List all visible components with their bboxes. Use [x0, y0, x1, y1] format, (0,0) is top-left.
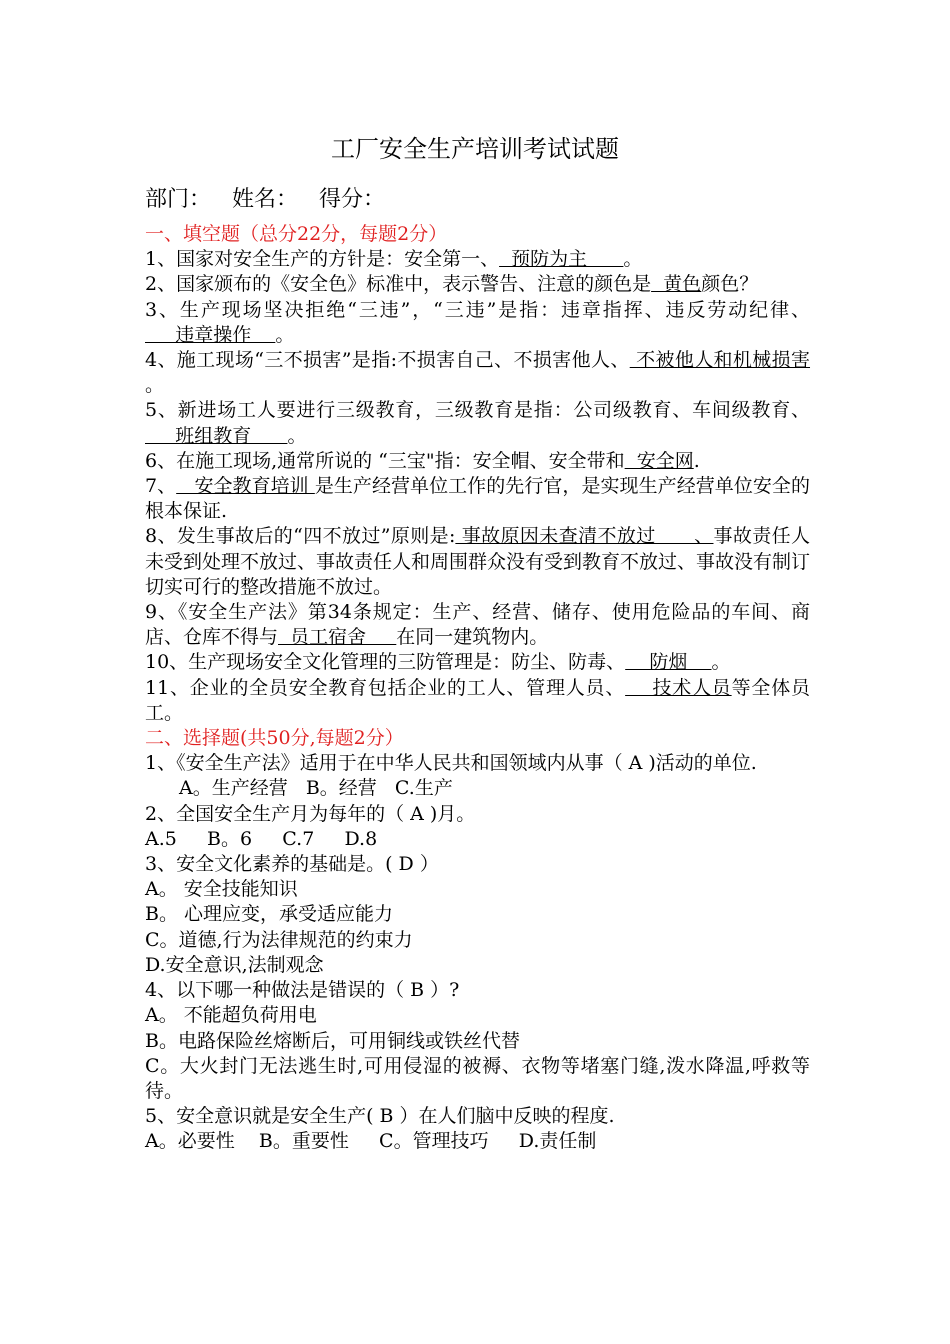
answer-blank: 事故原因未查清不放过 、: [455, 525, 714, 548]
question-2: 2、国家颁布的《安全色》标准中，表示警告、注意的颜色是 黄色颜色？: [145, 273, 759, 296]
choice-options: B。 心理应变，承受适应能力: [145, 903, 394, 926]
section-heading-fill-blank: 一、填空题（总分22分，每题2分）: [145, 223, 448, 245]
choice-options: C。道德,行为法律规范的约束力: [145, 928, 413, 951]
choice-options: A。 不能超负荷用电: [145, 1004, 317, 1027]
question-10: 10、生产现场安全文化管理的三防管理是：防尘、防毒、 防烟 。: [145, 651, 731, 674]
answer-blank: 预防为主: [499, 248, 624, 271]
choice-line: 1、《安全生产法》适用于在中华人民共和国领域内从事（ A )活动的单位.: [145, 752, 757, 775]
name-label: 姓名：: [232, 187, 299, 212]
choice-line: 4、以下哪一种做法是错误的（ B ）?: [145, 979, 460, 1002]
answer-blank: 安全网: [624, 449, 694, 472]
choice-options: B。电路保险丝熔断后，可用铜线或铁丝代替: [145, 1029, 520, 1052]
question-1: 1、国家对安全生产的方针是：安全第一、 预防为主 。: [145, 248, 643, 271]
choice-options: A。 安全技能知识: [145, 878, 298, 901]
choice-options: A。必要性 B。重要性 C。管理技巧 D.责任制: [145, 1130, 597, 1153]
choice-options: C。大火封门无法逃生时,可用侵湿的被褥、衣物等堵塞门缝,泼水降温,呼救等待。: [145, 1054, 810, 1102]
score-label: 得分：: [319, 187, 386, 212]
choice-options: A.5 B。6 C.7 D.8: [145, 827, 378, 850]
page-title: 工厂安全生产培训考试试题: [331, 135, 619, 163]
exam-info-line: [145, 185, 399, 215]
choice-line: 2、全国安全生产月为每年的（ A )月。: [145, 802, 476, 825]
exam-body: [145, 222, 810, 1155]
question-3: 3、生产现场坚决拒绝“三违”，“三违”是指：违章指挥、违反劳动纪律、 违章操作 。: [145, 298, 810, 346]
choice-line: 3、安全文化素养的基础是。( D ）: [145, 853, 439, 876]
answer-blank: 违章操作: [145, 323, 276, 346]
answer-blank: 班组教育: [145, 424, 288, 447]
answer-blank: 员工宿舍: [278, 626, 397, 649]
question-4: 4、施工现场“三不损害”是指:不损害自己、不损害他人、 不被他人和机械损害 。: [145, 349, 811, 397]
question-8: 8、发生事故后的“四不放过”原则是: 事故原因未查清不放过 、事故责任人未受到处理不放过、事故责任人和周围群众没有受到教育不放过、事故没有制订切实可行的整改措施不放过。: [145, 525, 811, 598]
answer-blank: 不被他人和机械损害: [629, 349, 811, 372]
choice-options: D.安全意识,法制观念: [145, 953, 324, 976]
question-6: 6、在施工现场,通常所说的 “三宝"指：安全帽、安全带和 安全网.: [145, 449, 700, 472]
question-7: 7、 安全教育培训 是生产经营单位工作的先行官，是实现生产经营单位安全的根本保证.: [145, 475, 810, 523]
answer-blank: 防烟: [625, 651, 712, 674]
question-11: 11、企业的全员安全教育包括企业的工人、管理人员、 技术人员等全体员工。: [145, 676, 810, 724]
choice-line: 5、安全意识就是安全生产( B ）在人们脑中反映的程度.: [145, 1105, 615, 1128]
dept-label: 部门：: [145, 187, 212, 212]
question-9: 9、《安全生产法》第34条规定：生产、经营、储存、使用危险品的车间、商店、仓库不得与 员工宿舍 在同一建筑物内。: [145, 601, 810, 649]
choice-options: A。生产经营 B。经营 C.生产: [179, 777, 453, 800]
answer-blank: 技术人员: [625, 676, 732, 699]
answer-blank: 黄色: [651, 273, 702, 296]
section-heading-choice: 二、选择题(共50分,每题2分）: [145, 727, 404, 750]
answer-blank: 安全教育培训: [176, 475, 315, 498]
question-5: 5、新进场工人要进行三级教育，三级教育是指：公司级教育、车间级教育、 班组教育 。: [145, 399, 810, 447]
